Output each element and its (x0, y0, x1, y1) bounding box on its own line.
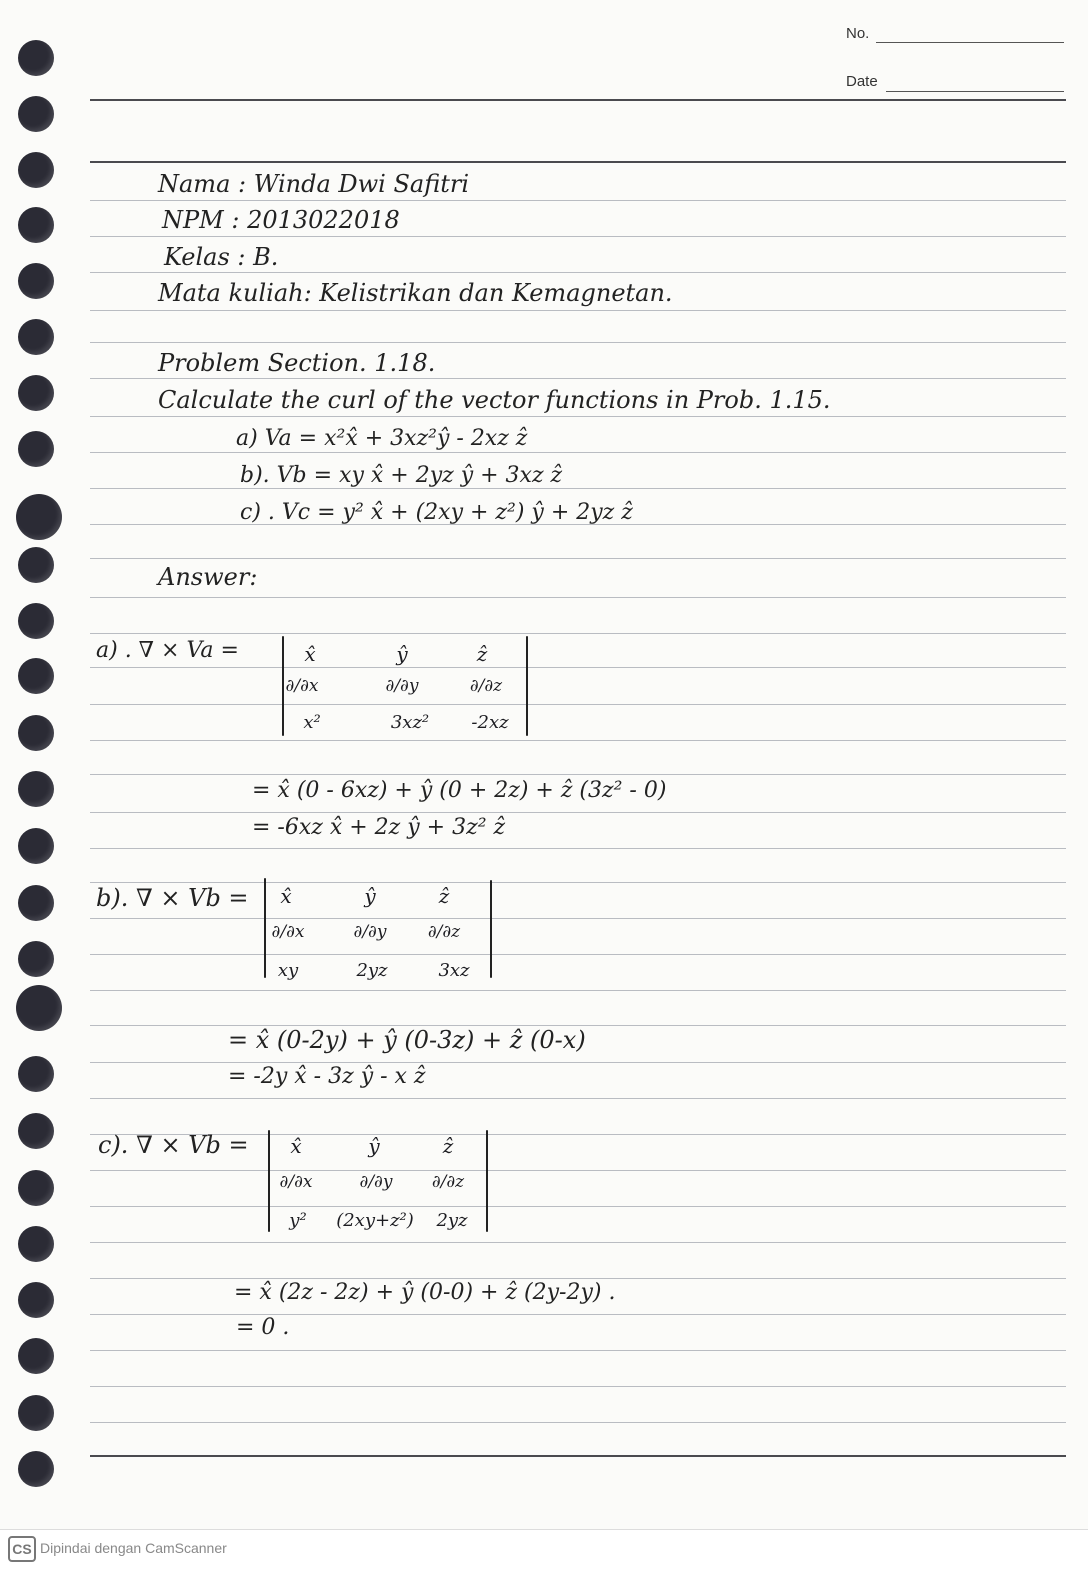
rule (90, 633, 1066, 634)
rule (90, 1350, 1066, 1351)
binder-hole (18, 207, 54, 243)
binder-hole (18, 885, 54, 921)
top-rule (90, 99, 1066, 101)
rule (90, 1098, 1066, 1099)
det-c-r2c2: ∂/∂y (359, 1172, 393, 1192)
det-c-r2c3: ∂/∂z (431, 1172, 465, 1192)
rule (90, 1062, 1066, 1063)
problem-a: a) Va = x²x̂ + 3xz²ŷ - 2xz ẑ (236, 426, 528, 451)
rule (90, 488, 1066, 489)
det-a-r2c3: ∂/∂z (469, 676, 503, 696)
part-a-lhs: a) . ∇ × Va = (96, 638, 239, 663)
binder-hole (18, 263, 54, 299)
date-label: Date (846, 73, 878, 90)
det-c-r1c1: x̂ (290, 1134, 302, 1158)
binder-hole (18, 1451, 54, 1487)
rule (90, 1206, 1066, 1207)
binder-hole (18, 1113, 54, 1149)
problem-statement: Calculate the curl of the vector functions in Prob. 1.15. (158, 386, 831, 414)
rule (90, 597, 1066, 598)
binder-hole (18, 40, 54, 76)
binder-hole (18, 375, 54, 411)
det-c-r1c2: ŷ (368, 1134, 380, 1158)
det-a-r3c3: -2xz (471, 712, 509, 733)
det-a-r1c3: ẑ (476, 642, 488, 666)
rule (90, 882, 1066, 883)
rule (90, 740, 1066, 741)
binder-hole (18, 603, 54, 639)
date-line (886, 91, 1064, 92)
part-c-lhs: c). ∇ × Vb = (98, 1131, 249, 1159)
problem-b: b). Vb = xy x̂ + 2yz ŷ + 3xz ẑ (240, 463, 563, 488)
problem-c: c) . Vc = y² x̂ + (2xy + z²) ŷ + 2yz ẑ (240, 500, 633, 525)
camscanner-text: Dipindai dengan CamScanner (40, 1540, 227, 1556)
rule (90, 1242, 1066, 1243)
rule (90, 378, 1066, 379)
part-b-lhs: b). ∇ × Vb = (96, 884, 249, 912)
no-line (876, 42, 1064, 43)
det-c-r3c2: (2xy+z²) (336, 1210, 414, 1231)
no-label: No. (846, 25, 870, 42)
rule (90, 812, 1066, 813)
det-c-r3c1: y² (289, 1210, 307, 1231)
student-class: Kelas : B. (164, 243, 279, 271)
rule (90, 342, 1066, 343)
part-c-step2: = 0 . (236, 1315, 290, 1340)
scanner-footer (0, 1529, 1088, 1574)
camscanner-logo: CS (8, 1536, 36, 1562)
binder-hole (18, 1170, 54, 1206)
det-c-r3c3: 2yz (436, 1210, 468, 1231)
binder-hole (18, 1226, 54, 1262)
binder-hole (18, 941, 54, 977)
course-name: Mata kuliah: Kelistrikan dan Kemagnetan. (158, 279, 673, 307)
binder-hole (18, 152, 54, 188)
binder-hole (18, 1282, 54, 1318)
rule (90, 1386, 1066, 1387)
det-a-r2c1: ∂/∂x (285, 676, 319, 696)
part-b-step2: = -2y x̂ - 3z ŷ - x ẑ (228, 1064, 426, 1089)
binder-hole (18, 828, 54, 864)
part-c-step1: = x̂ (2z - 2z) + ŷ (0-0) + ẑ (2y-2y) . (234, 1280, 616, 1305)
binder-hole (18, 658, 54, 694)
binder-hole (18, 1395, 54, 1431)
rule (90, 667, 1066, 668)
rule (90, 954, 1066, 955)
det-b-r3c2: 2yz (356, 960, 388, 981)
det-a-r3c2: 3xz² (390, 712, 430, 733)
part-a-step1: = x̂ (0 - 6xz) + ŷ (0 + 2z) + ẑ (3z² - 0) (252, 778, 667, 803)
problem-section: Problem Section. 1.18. (158, 349, 436, 377)
binder-hole (16, 494, 62, 540)
det-b-r2c2: ∂/∂y (353, 922, 387, 942)
student-name: Nama : Winda Dwi Safitri (158, 170, 470, 198)
rule (90, 1422, 1066, 1423)
det-a-r1c1: x̂ (304, 642, 316, 666)
det-b-r1c1: x̂ (280, 884, 292, 908)
rule (90, 848, 1066, 849)
binder-hole (18, 547, 54, 583)
binder-hole (16, 985, 62, 1031)
rule (90, 416, 1066, 417)
det-c-r1c3: ẑ (442, 1134, 454, 1158)
det-c-r2c1: ∂/∂x (279, 1172, 313, 1192)
rule (90, 161, 1066, 163)
rule (90, 990, 1066, 991)
det-b-r2c3: ∂/∂z (427, 922, 461, 942)
rule (90, 704, 1066, 705)
part-a-step2: = -6xz x̂ + 2z ŷ + 3z² ẑ (252, 815, 506, 840)
rule (90, 1278, 1066, 1279)
binder-hole (18, 771, 54, 807)
answer-label: Answer: (158, 563, 258, 591)
binder-hole (18, 319, 54, 355)
det-b-r1c3: ẑ (438, 884, 450, 908)
student-npm: NPM : 2013022018 (162, 206, 400, 234)
rule (90, 236, 1066, 237)
bottom-rule (90, 1455, 1066, 1457)
det-b-r3c1: xy (277, 960, 299, 981)
det-b-r3c3: 3xz (438, 960, 470, 981)
det-a-r3c1: x² (303, 712, 321, 733)
rule (90, 774, 1066, 775)
rule (90, 452, 1066, 453)
det-a-r2c2: ∂/∂y (385, 676, 419, 696)
part-b-step1: = x̂ (0-2y) + ŷ (0-3z) + ẑ (0-x) (228, 1026, 586, 1054)
rule (90, 272, 1066, 273)
rule (90, 310, 1066, 311)
det-a-r1c2: ŷ (396, 642, 408, 666)
binder-hole (18, 431, 54, 467)
binder-hole (18, 1338, 54, 1374)
binder-hole (18, 96, 54, 132)
rule (90, 918, 1066, 919)
rule (90, 558, 1066, 559)
rule (90, 1170, 1066, 1171)
det-b-r2c1: ∂/∂x (271, 922, 305, 942)
det-b-r1c2: ŷ (364, 884, 376, 908)
binder-hole (18, 1056, 54, 1092)
rule (90, 200, 1066, 201)
binder-hole (18, 715, 54, 751)
